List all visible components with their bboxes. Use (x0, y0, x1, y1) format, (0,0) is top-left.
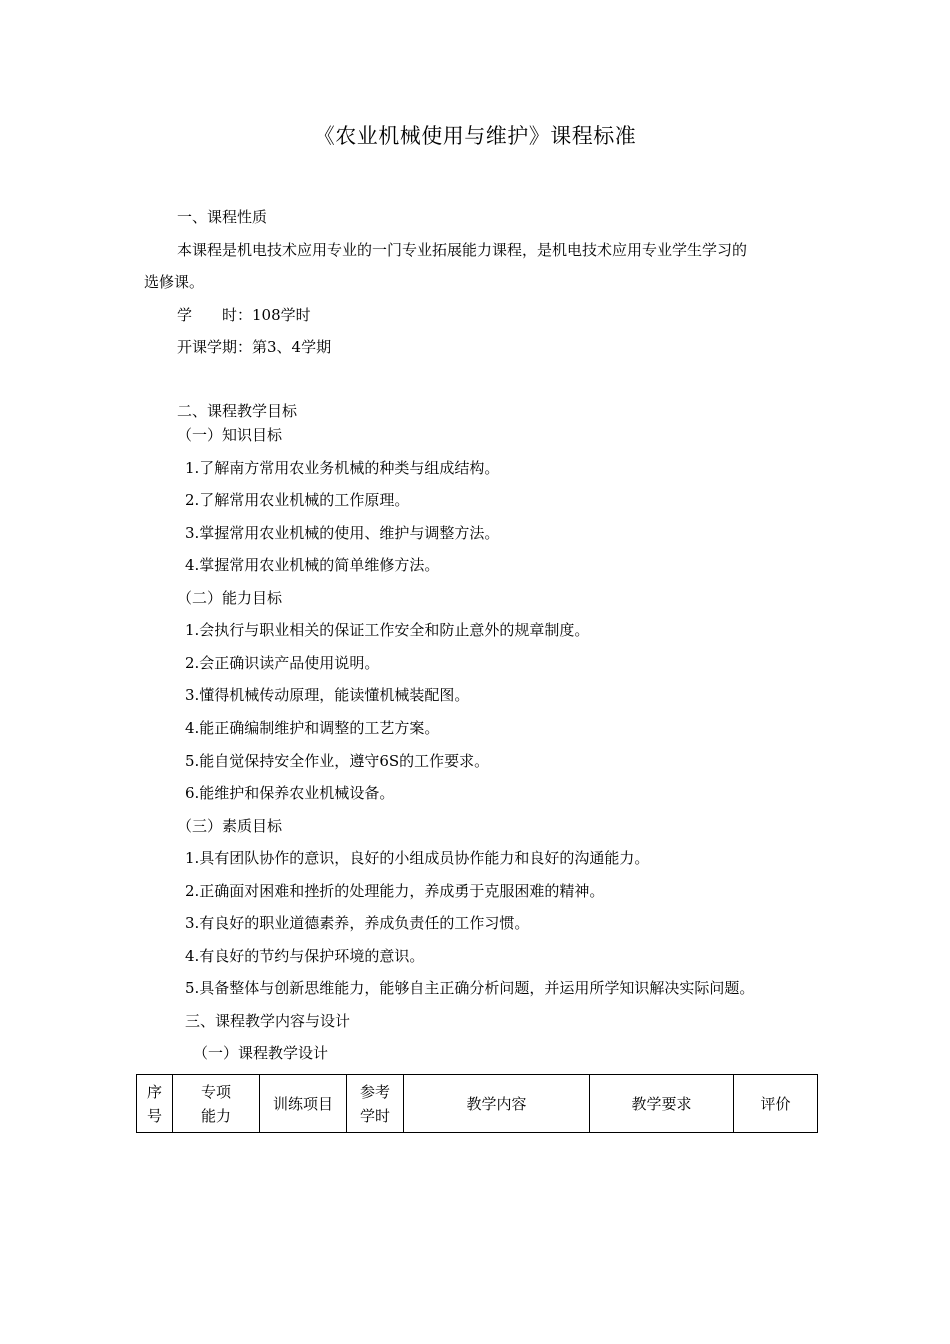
header-cell-line: 教学要求 (631, 1094, 692, 1113)
subheading-knowledge-goals: （一）知识目标 (177, 426, 283, 444)
header-cell-teaching-content (404, 1075, 590, 1133)
quality-goal-item: 1.具有团队协作的意识，良好的小组成员协作能力和良好的沟通能力。 (185, 849, 650, 867)
course-term-line: 开课学期：第3、4学期 (177, 338, 332, 356)
quality-goal-item: 2.正确面对困难和挫折的处理能力，养成勇于克服困难的精神。 (185, 882, 605, 900)
header-cell-training-item (260, 1075, 347, 1133)
subheading-quality-goals: （三）素质目标 (177, 817, 283, 835)
header-cell-reference-hours (347, 1075, 404, 1133)
header-cell-special-ability (173, 1075, 260, 1133)
ability-goal-item: 6.能维护和保养农业机械设备。 (185, 784, 395, 802)
section-heading-teaching-content: 三、课程教学内容与设计 (185, 1012, 351, 1030)
document-title: 《农业机械使用与维护》课程标准 (313, 124, 637, 148)
section-heading-course-nature: 一、课程性质 (177, 208, 268, 226)
course-design-table (136, 1074, 818, 1133)
course-hours-label: 学 时： (177, 306, 253, 324)
ability-goal-item: 3.懂得机械传动原理，能读懂机械装配图。 (185, 686, 470, 704)
ability-goal-item: 2.会正确识读产品使用说明。 (185, 654, 380, 672)
ability-goal-item: 5.能自觉保持安全作业，遵守6S的工作要求。 (185, 752, 490, 770)
quality-goal-item: 5.具备整体与创新思维能力，能够自主正确分析问题，并运用所学知识解决实际问题。 (185, 979, 755, 997)
quality-goal-item: 3.有良好的职业道德素养，养成负责任的工作习惯。 (185, 914, 530, 932)
section-heading-teaching-goals: 二、课程教学目标 (177, 402, 298, 420)
course-nature-paragraph-line2: 选修课。 (144, 273, 205, 291)
header-cell-line: 号 (146, 1106, 162, 1125)
knowledge-goal-item: 2.了解常用农业机械的工作原理。 (185, 491, 410, 509)
quality-goal-item: 4.有良好的节约与保护环境的意识。 (185, 947, 425, 965)
header-cell-line: 能力 (200, 1106, 231, 1125)
header-cell-serial (137, 1075, 173, 1133)
header-cell-line: 训练项目 (272, 1094, 333, 1113)
course-nature-paragraph-line1: 本课程是机电技术应用专业的一门专业拓展能力课程，是机电技术应用专业学生学习的 (177, 241, 748, 259)
header-cell-teaching-requirements (590, 1075, 734, 1133)
header-cell-line: 专项 (200, 1082, 231, 1101)
table-header-row (137, 1075, 818, 1133)
header-cell-line: 教学内容 (466, 1094, 527, 1113)
subheading-course-design: （一）课程教学设计 (193, 1044, 329, 1062)
ability-goal-item: 1.会执行与职业相关的保证工作安全和防止意外的规章制度。 (185, 621, 590, 639)
course-hours-line (177, 305, 311, 325)
header-cell-line: 参考 (359, 1082, 390, 1101)
header-cell-line: 序 (146, 1082, 162, 1101)
subheading-ability-goals: （二）能力目标 (177, 589, 283, 607)
course-hours-value: 108学时 (252, 306, 311, 324)
knowledge-goal-item: 3.掌握常用农业机械的使用、维护与调整方法。 (185, 524, 500, 542)
knowledge-goal-item: 4.掌握常用农业机械的简单维修方法。 (185, 556, 440, 574)
knowledge-goal-item: 1.了解南方常用农业务机械的种类与组成结构。 (185, 459, 500, 477)
ability-goal-item: 4.能正确编制维护和调整的工艺方案。 (185, 719, 440, 737)
header-cell-line: 学时 (359, 1106, 390, 1125)
header-cell-line: 评价 (760, 1094, 791, 1113)
header-cell-evaluation (734, 1075, 818, 1133)
